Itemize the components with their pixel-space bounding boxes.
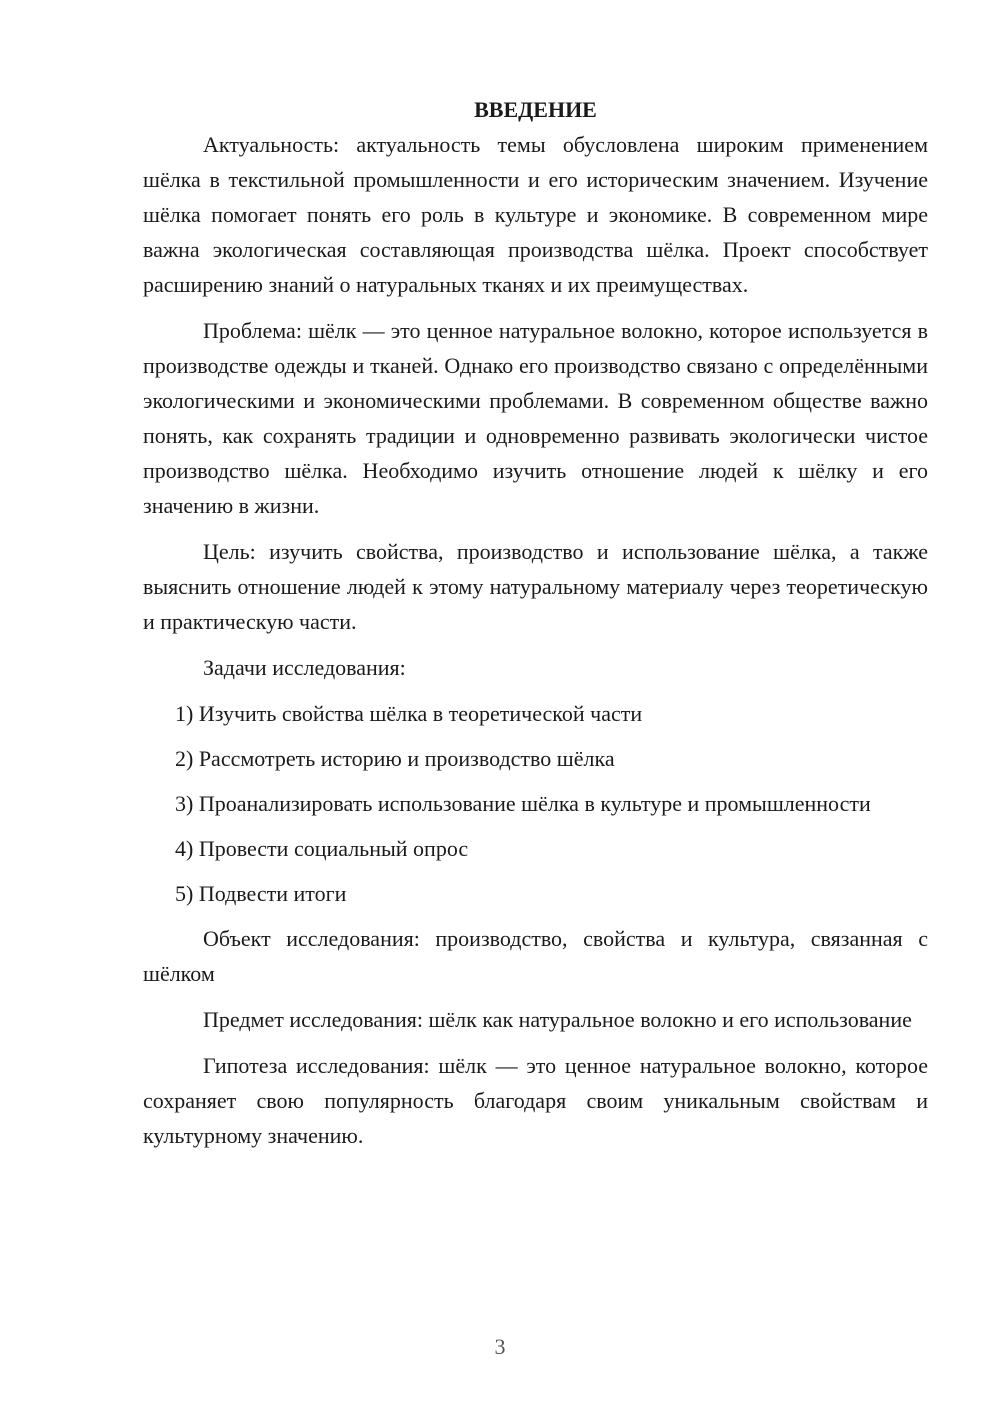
document-body [143, 92, 928, 1153]
list-item: 5) Подвести итоги [175, 881, 347, 906]
tasks-heading: Задачи исследования: [203, 655, 406, 680]
page-title: ВВЕДЕНИЕ [474, 97, 597, 122]
object-paragraph: Объект исследования: производство, свойства и культура, связанная с шёлком [143, 926, 928, 986]
hypothesis-paragraph: Гипотеза исследования: шёлк — это ценное натуральное волокно, которое сохраняет свою популярность благодаря своим уникальным свойствам и культурному значению. [143, 1053, 928, 1148]
page-number: 3 [494, 1334, 506, 1359]
relevance-paragraph: Актуальность: актуальность темы обусловлена широким применением шёлка в текстильной промышленности и его историческим значением. Изучение шёлка помогает понять его роль в культуре и экономике. В современном мире важна экологическая составляющая производства шёлка. Проект способствует расширению знаний о натуральных тканях и их преимуществах. [143, 132, 928, 297]
list-item: 4) Провести социальный опрос [175, 836, 469, 861]
goal-paragraph: Цель: изучить свойства, производство и использование шёлка, а также выяснить отношение людей к этому натуральному материалу через теоретическую и практическую части. [143, 539, 928, 634]
list-item: 3) Проанализировать использование шёлка в культуре и промышленности [175, 791, 871, 816]
subject-paragraph: Предмет исследования: шёлк как натуральное волокно и его использование [203, 1007, 912, 1032]
tasks-list [143, 696, 928, 911]
problem-paragraph: Проблема: шёлк — это ценное натуральное волокно, которое используется в производстве одежды и тканей. Однако его производство связано с определёнными экологическими и экономическими проблемами. В современном обществе важно понять, как сохранять традиции и одновременно развивать экологически чистое производство шёлка. Необходимо изучить отношение людей к шёлку и его значению в жизни. [143, 318, 928, 518]
list-item: 2) Рассмотреть историю и производство шёлка [175, 746, 615, 771]
list-item: 1) Изучить свойства шёлка в теоретической части [175, 701, 643, 726]
